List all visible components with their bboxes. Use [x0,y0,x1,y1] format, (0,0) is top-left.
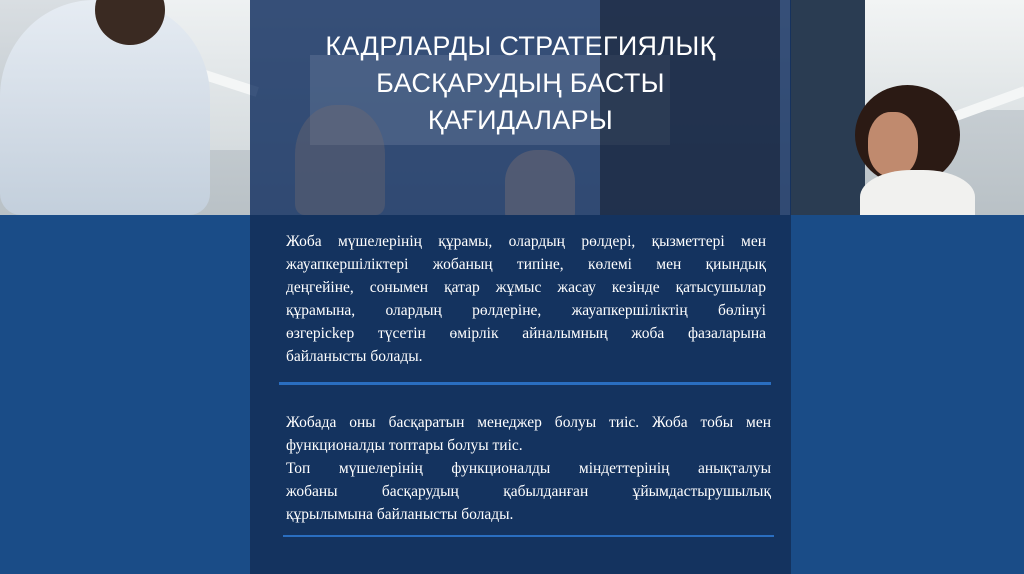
paragraph-line: деңгейіне, сонымен қатар жұмыс жасау кезінде қатысушылар [286,279,766,296]
paragraph-1 [286,230,766,368]
paragraph-line: жобаны басқарудың қабылданған ұйымдастырушылық [286,483,771,500]
paragraph-line: құрылымына байланысты болады. [286,506,514,523]
slide-title [250,28,791,139]
section-divider [283,535,774,537]
paragraph-line: құрамына, олардың рөлдеріне, жауапкершіліктің бөлінуі [286,302,766,319]
paragraph-line: байланысты болады. [286,348,423,365]
photo-person-right [860,170,975,215]
paragraph-line: өзгерісkер түсетін өмірлік айналымның жоба фазаларына [286,325,766,342]
paragraph-2 [286,411,771,526]
paragraph-line: Жоба мүшелерінің құрамы, олардың рөлдері, қызметтері мен [286,233,766,250]
paragraph-line: Жобада оны басқаратын менеджер болуы тиіс. Жоба тобы мен [286,414,771,431]
paragraph-line: жауапкершіліктері жобаның типіне, көлемі мен қиындық [286,256,766,273]
slide-title-line: КАДРЛАРДЫ СТРАТЕГИЯЛЫҚ [325,31,716,61]
section-divider [279,382,771,385]
photo-person-center-right [790,0,865,215]
paragraph-line: Топ мүшелерінің функционалды міндеттерінің анықталуы [286,460,771,477]
photo-person-seated-center [505,150,575,215]
slide-title-line: БАСҚАРУДЫҢ БАСТЫ [376,68,665,98]
slide-title-line: ҚАҒИДАЛАРЫ [427,105,614,135]
photo-person-right-face [868,112,918,177]
paragraph-line: функционалды топтары болуы тиіс. [286,437,523,454]
